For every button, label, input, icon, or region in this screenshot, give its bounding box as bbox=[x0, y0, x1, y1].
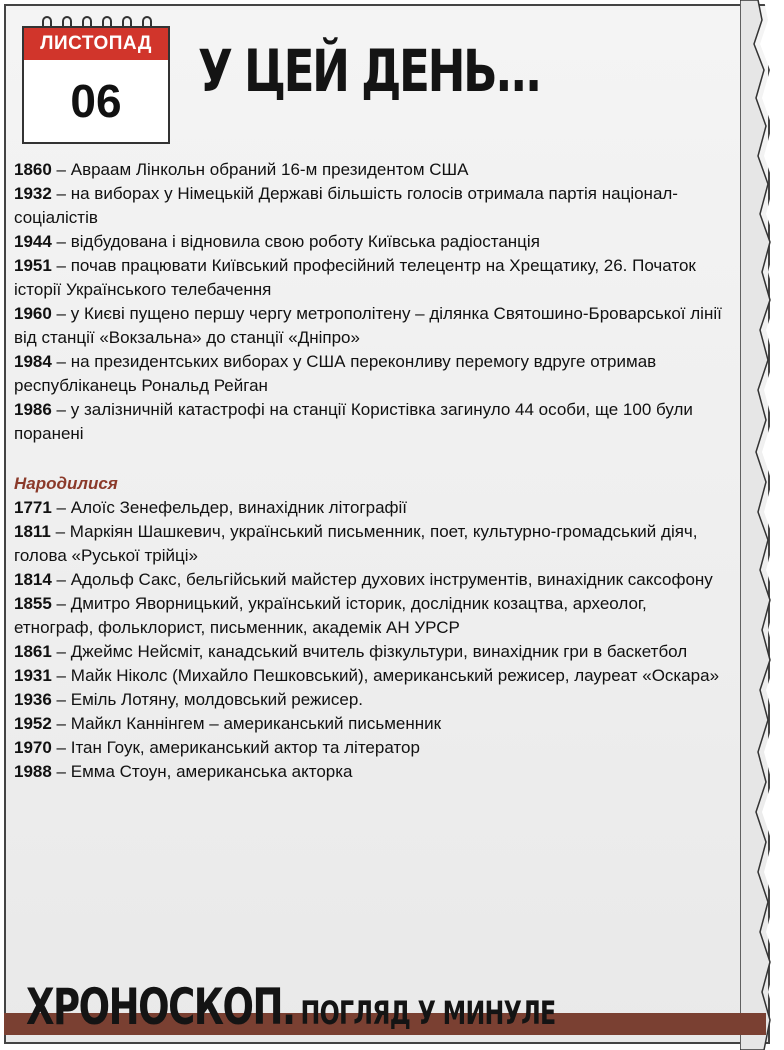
birth-item bbox=[14, 688, 730, 712]
events-list bbox=[14, 158, 730, 446]
event-text: – відбудована і відновила свою роботу Київська радіостанція bbox=[51, 232, 540, 251]
birth-item bbox=[14, 736, 730, 760]
calendar-icon bbox=[22, 16, 170, 144]
footer-subtitle: ПОГЛЯД У МИНУЛЕ bbox=[300, 994, 556, 1032]
event-item bbox=[14, 182, 730, 230]
births-list bbox=[14, 496, 730, 784]
birth-year: 1936 bbox=[14, 690, 52, 709]
birth-item bbox=[14, 664, 730, 688]
section-spacer bbox=[14, 446, 730, 472]
calendar-month: ЛИСТОПАД bbox=[22, 26, 170, 62]
birth-year: 1811 bbox=[14, 522, 51, 541]
birth-text: – Еміль Лотяну, молдовський режисер. bbox=[51, 690, 364, 709]
birth-text: – Майк Ніколс (Михайло Пешковський), американський режисер, лауреат «Оскара» bbox=[51, 666, 720, 685]
footer-title bbox=[26, 978, 556, 1036]
event-item bbox=[14, 350, 730, 398]
birth-item bbox=[14, 568, 730, 592]
birth-year: 1771 bbox=[14, 498, 52, 517]
event-year: 1951 bbox=[14, 256, 52, 275]
birth-year: 1931 bbox=[14, 666, 52, 685]
birth-text: – Алоїс Зенефельдер, винахідник літографії bbox=[51, 498, 408, 517]
birth-text: – Майкл Каннінгем – американський письменник bbox=[51, 714, 442, 733]
birth-item bbox=[14, 520, 730, 568]
birth-year: 1814 bbox=[14, 570, 52, 589]
birth-text: – Джеймс Нейсміт, канадський вчитель фізкультури, винахідник гри в баскетбол bbox=[51, 642, 688, 661]
birth-text: – Ітан Гоук, американський актор та літератор bbox=[51, 738, 420, 757]
event-year: 1860 bbox=[14, 160, 52, 179]
birth-year: 1988 bbox=[14, 762, 52, 781]
calendar-day: 06 bbox=[22, 60, 170, 144]
event-year: 1960 bbox=[14, 304, 52, 323]
birth-year: 1855 bbox=[14, 594, 52, 613]
birth-text: – Маркіян Шашкевич, український письменник, поет, культурно-громадський діяч, голова «Руської трійці» bbox=[14, 522, 698, 565]
event-text: – почав працювати Київський професійний телецентр на Хрещатику, 26. Початок історії Українського телебачення bbox=[14, 256, 696, 299]
birth-year: 1952 bbox=[14, 714, 52, 733]
page-title: У ЦЕЙ ДЕНЬ... bbox=[198, 37, 540, 105]
birth-item bbox=[14, 760, 730, 784]
event-year: 1984 bbox=[14, 352, 52, 371]
birth-text: – Дмитро Яворницький, український історик, дослідник козацтва, археолог, етнограф, фольклорист, письменник, академік АН УРСР bbox=[14, 594, 647, 637]
event-year: 1944 bbox=[14, 232, 52, 251]
event-text: – на президентських виборах у США переконливу перемогу вдруге отримав республіканець Рональд Рейган bbox=[14, 352, 657, 395]
event-item bbox=[14, 302, 730, 350]
events-content bbox=[14, 158, 730, 784]
birth-item bbox=[14, 640, 730, 664]
event-text: – у Києві пущено першу чергу метрополітену – ділянка Святошино-Броварської лінії від станції «Вокзальна» до станції «Дніпро» bbox=[14, 304, 722, 347]
birth-year: 1970 bbox=[14, 738, 52, 757]
birth-text: – Адольф Сакс, бельгійський майстер духових інструментів, винахідник саксофону bbox=[51, 570, 713, 589]
birth-year: 1861 bbox=[14, 642, 52, 661]
torn-paper-edge bbox=[740, 0, 784, 1050]
event-year: 1932 bbox=[14, 184, 52, 203]
event-item bbox=[14, 230, 730, 254]
event-text: – на виборах у Німецькій Державі більшість голосів отримала партія націонал-соціалістів bbox=[14, 184, 678, 227]
event-item bbox=[14, 254, 730, 302]
birth-text: – Емма Стоун, американська акторка bbox=[51, 762, 353, 781]
event-item bbox=[14, 158, 730, 182]
births-heading: Народилися bbox=[14, 474, 118, 493]
birth-item bbox=[14, 712, 730, 736]
event-text: – Авраам Лінкольн обраний 16-м президентом США bbox=[51, 160, 469, 179]
event-item bbox=[14, 398, 730, 446]
birth-item bbox=[14, 496, 730, 520]
event-text: – у залізничній катастрофі на станції Користівка загинуло 44 особи, ще 100 були поранені bbox=[14, 400, 693, 443]
footer-main-title: ХРОНОСКОП. bbox=[26, 978, 295, 1036]
event-year: 1986 bbox=[14, 400, 52, 419]
birth-item bbox=[14, 592, 730, 640]
